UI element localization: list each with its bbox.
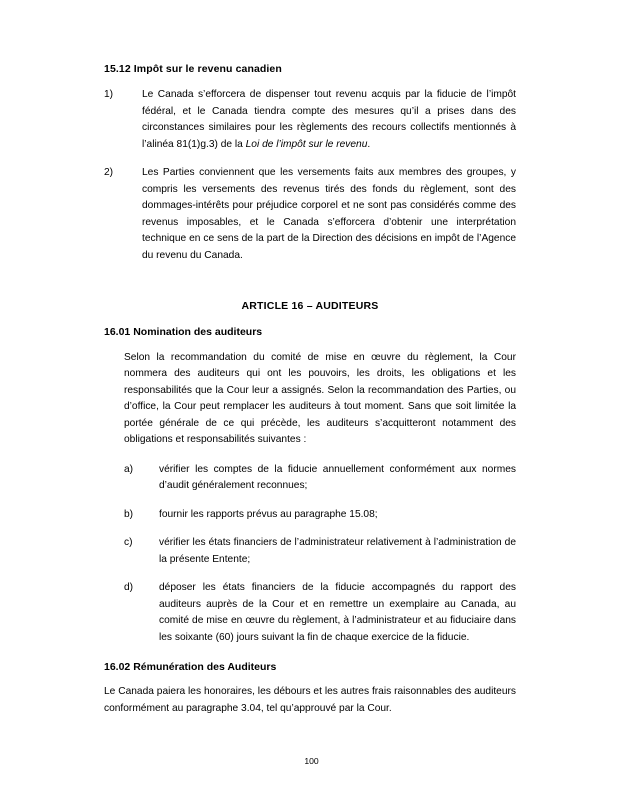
lettered-item-b xyxy=(104,507,516,524)
list-item-text: vérifier les comptes de la fiducie annuellement conformément aux normes d’audit généralement reconnues; xyxy=(159,463,516,492)
italic-statute-title: Loi de l’impôt sur le revenu xyxy=(245,138,368,150)
section-heading-15-12: 15.12 Impôt sur le revenu canadien xyxy=(104,63,282,75)
numbered-item xyxy=(104,165,516,264)
lettered-item-a xyxy=(104,462,516,495)
text-run-tail: . xyxy=(367,138,371,150)
list-marker: c) xyxy=(124,537,133,549)
list-item-text: fournir les rapports prévus au paragraphe 15.08; xyxy=(159,508,378,520)
section-16-02-paragraph: Le Canada paiera les honoraires, les débours et les autres frais raisonnables des auditeurs conformément au paragraphe 3.04, tel qu’approuvé par la Cour. xyxy=(104,686,516,714)
section-heading-16-01: 16.01 Nomination des auditeurs xyxy=(104,326,263,339)
lettered-item-d xyxy=(104,580,516,646)
list-item-text: Les Parties conviennent que les versements faits aux membres des groupes, y compris les versements des revenus tirés des fonds du règlement, sont des dommages-intérêts pour préjudice corporel et ne sont pas considérés comme des revenus imposables, et le Canada s’efforcera d’obtenir une interprétation technique en ce sens de la part de la Direction des décisions en impôt de l’Agence du revenu du Canada. xyxy=(142,167,516,261)
list-item-text xyxy=(142,87,516,153)
list-marker: d) xyxy=(124,582,134,594)
text-run: Le Canada s’efforcera de dispenser tout revenu acquis par la fiducie de l’impôt fédéral, et le Canada tiendra compte des mesures qu’il a prises dans des circonstances similaires pour les règlements des recours collectifs mentionnés à l’alinéa 81(1)g.3) de la xyxy=(142,89,516,150)
section-16-01-intro: Selon la recommandation du comité de mise en œuvre du règlement, la Cour nommera des auditeurs qui ont les pouvoirs, les droits, les obligations et les responsabilités que la Cour leur a assignés. Selon la recommandation des Parties, ou d’office, la Cour peut remplacer les auditeurs à tout moment. Sans que soit limitée la portée générale de ce qui précède, les auditeurs s’acquitteront notamment des obligations et responsabilités suivantes : xyxy=(124,351,516,446)
list-marker: b) xyxy=(124,508,134,520)
numbered-item xyxy=(104,87,516,153)
page-number: 100 xyxy=(304,756,319,766)
section-heading-16-02: 16.02 Rémunération des Auditeurs xyxy=(104,661,277,674)
list-item-text: déposer les états financiers de la fiducie accompagnés du rapport des auditeurs auprès de la Cour et en remettre un exemplaire au Canada, au comité de mise en œuvre du règlement, à l’administrateur et au fiduciaire dans les soixante (60) jours suivant la fin de chaque exercice de la fiducie. xyxy=(159,582,516,643)
page-content xyxy=(104,62,516,730)
list-marker: 2) xyxy=(104,167,114,179)
list-marker: a) xyxy=(124,463,134,475)
list-item-text: vérifier les états financiers de l’administrateur relativement à l’administration de la présente Entente; xyxy=(159,537,516,565)
article-title: ARTICLE 16 – AUDITEURS xyxy=(241,300,379,313)
lettered-item-c xyxy=(104,535,516,568)
list-marker: 1) xyxy=(104,89,114,101)
